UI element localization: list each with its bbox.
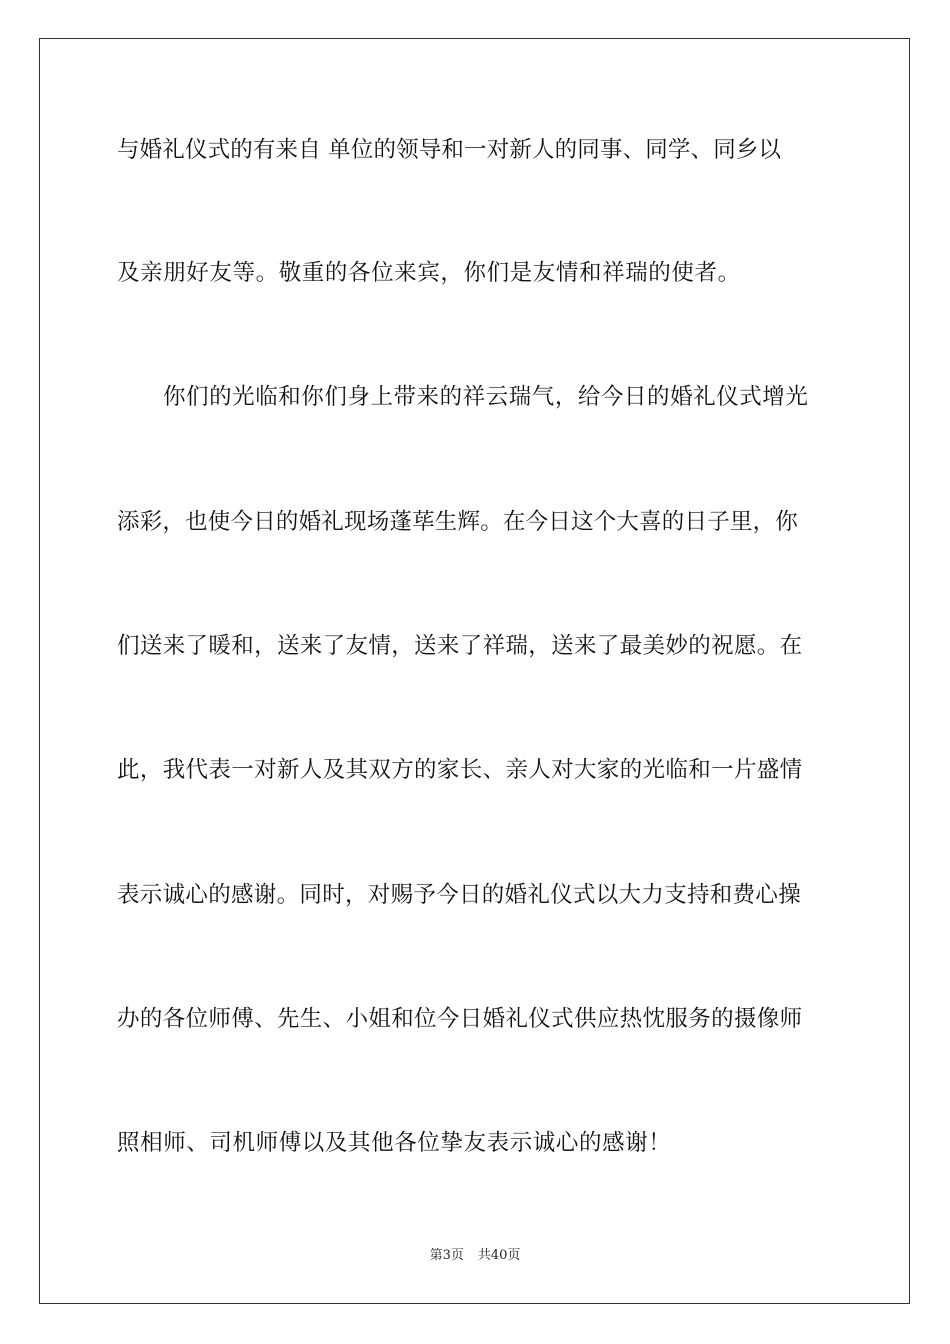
text-line: 办的各位师傅、先生、小姐和位今日婚礼仪式供应热忱服务的摄像师 bbox=[117, 1006, 803, 1032]
text-line: 与婚礼仪式的有来自 单位的领导和一对新人的同事、同学、同乡以 bbox=[117, 137, 782, 163]
page-total: 共40页 bbox=[477, 1248, 521, 1263]
text-line: 及亲朋好友等。敬重的各位来宾，你们是友情和祥瑞的使者。 bbox=[117, 260, 741, 286]
paragraph-start-line: 你们的光临和你们身上带来的祥云瑞气，给今日的婚礼仪式增光 bbox=[163, 384, 809, 410]
page-number: 第3页 bbox=[429, 1248, 464, 1263]
text-line: 此，我代表一对新人及其双方的家长、亲人对大家的光临和一片盛情 bbox=[117, 757, 803, 783]
page-footer bbox=[0, 1247, 950, 1265]
text-line: 们送来了暖和，送来了友情，送来了祥瑞，送来了最美妙的祝愿。在 bbox=[117, 633, 803, 659]
text-line: 添彩，也使今日的婚礼现场蓬荜生辉。在今日这个大喜的日子里，你 bbox=[117, 509, 799, 535]
text-line: 表示诚心的感谢。同时，对赐予今日的婚礼仪式以大力支持和费心操 bbox=[117, 882, 802, 908]
page-frame bbox=[39, 38, 910, 1304]
text-line: 照相师、司机师傅以及其他各位挚友表示诚心的感谢！ bbox=[117, 1130, 672, 1156]
